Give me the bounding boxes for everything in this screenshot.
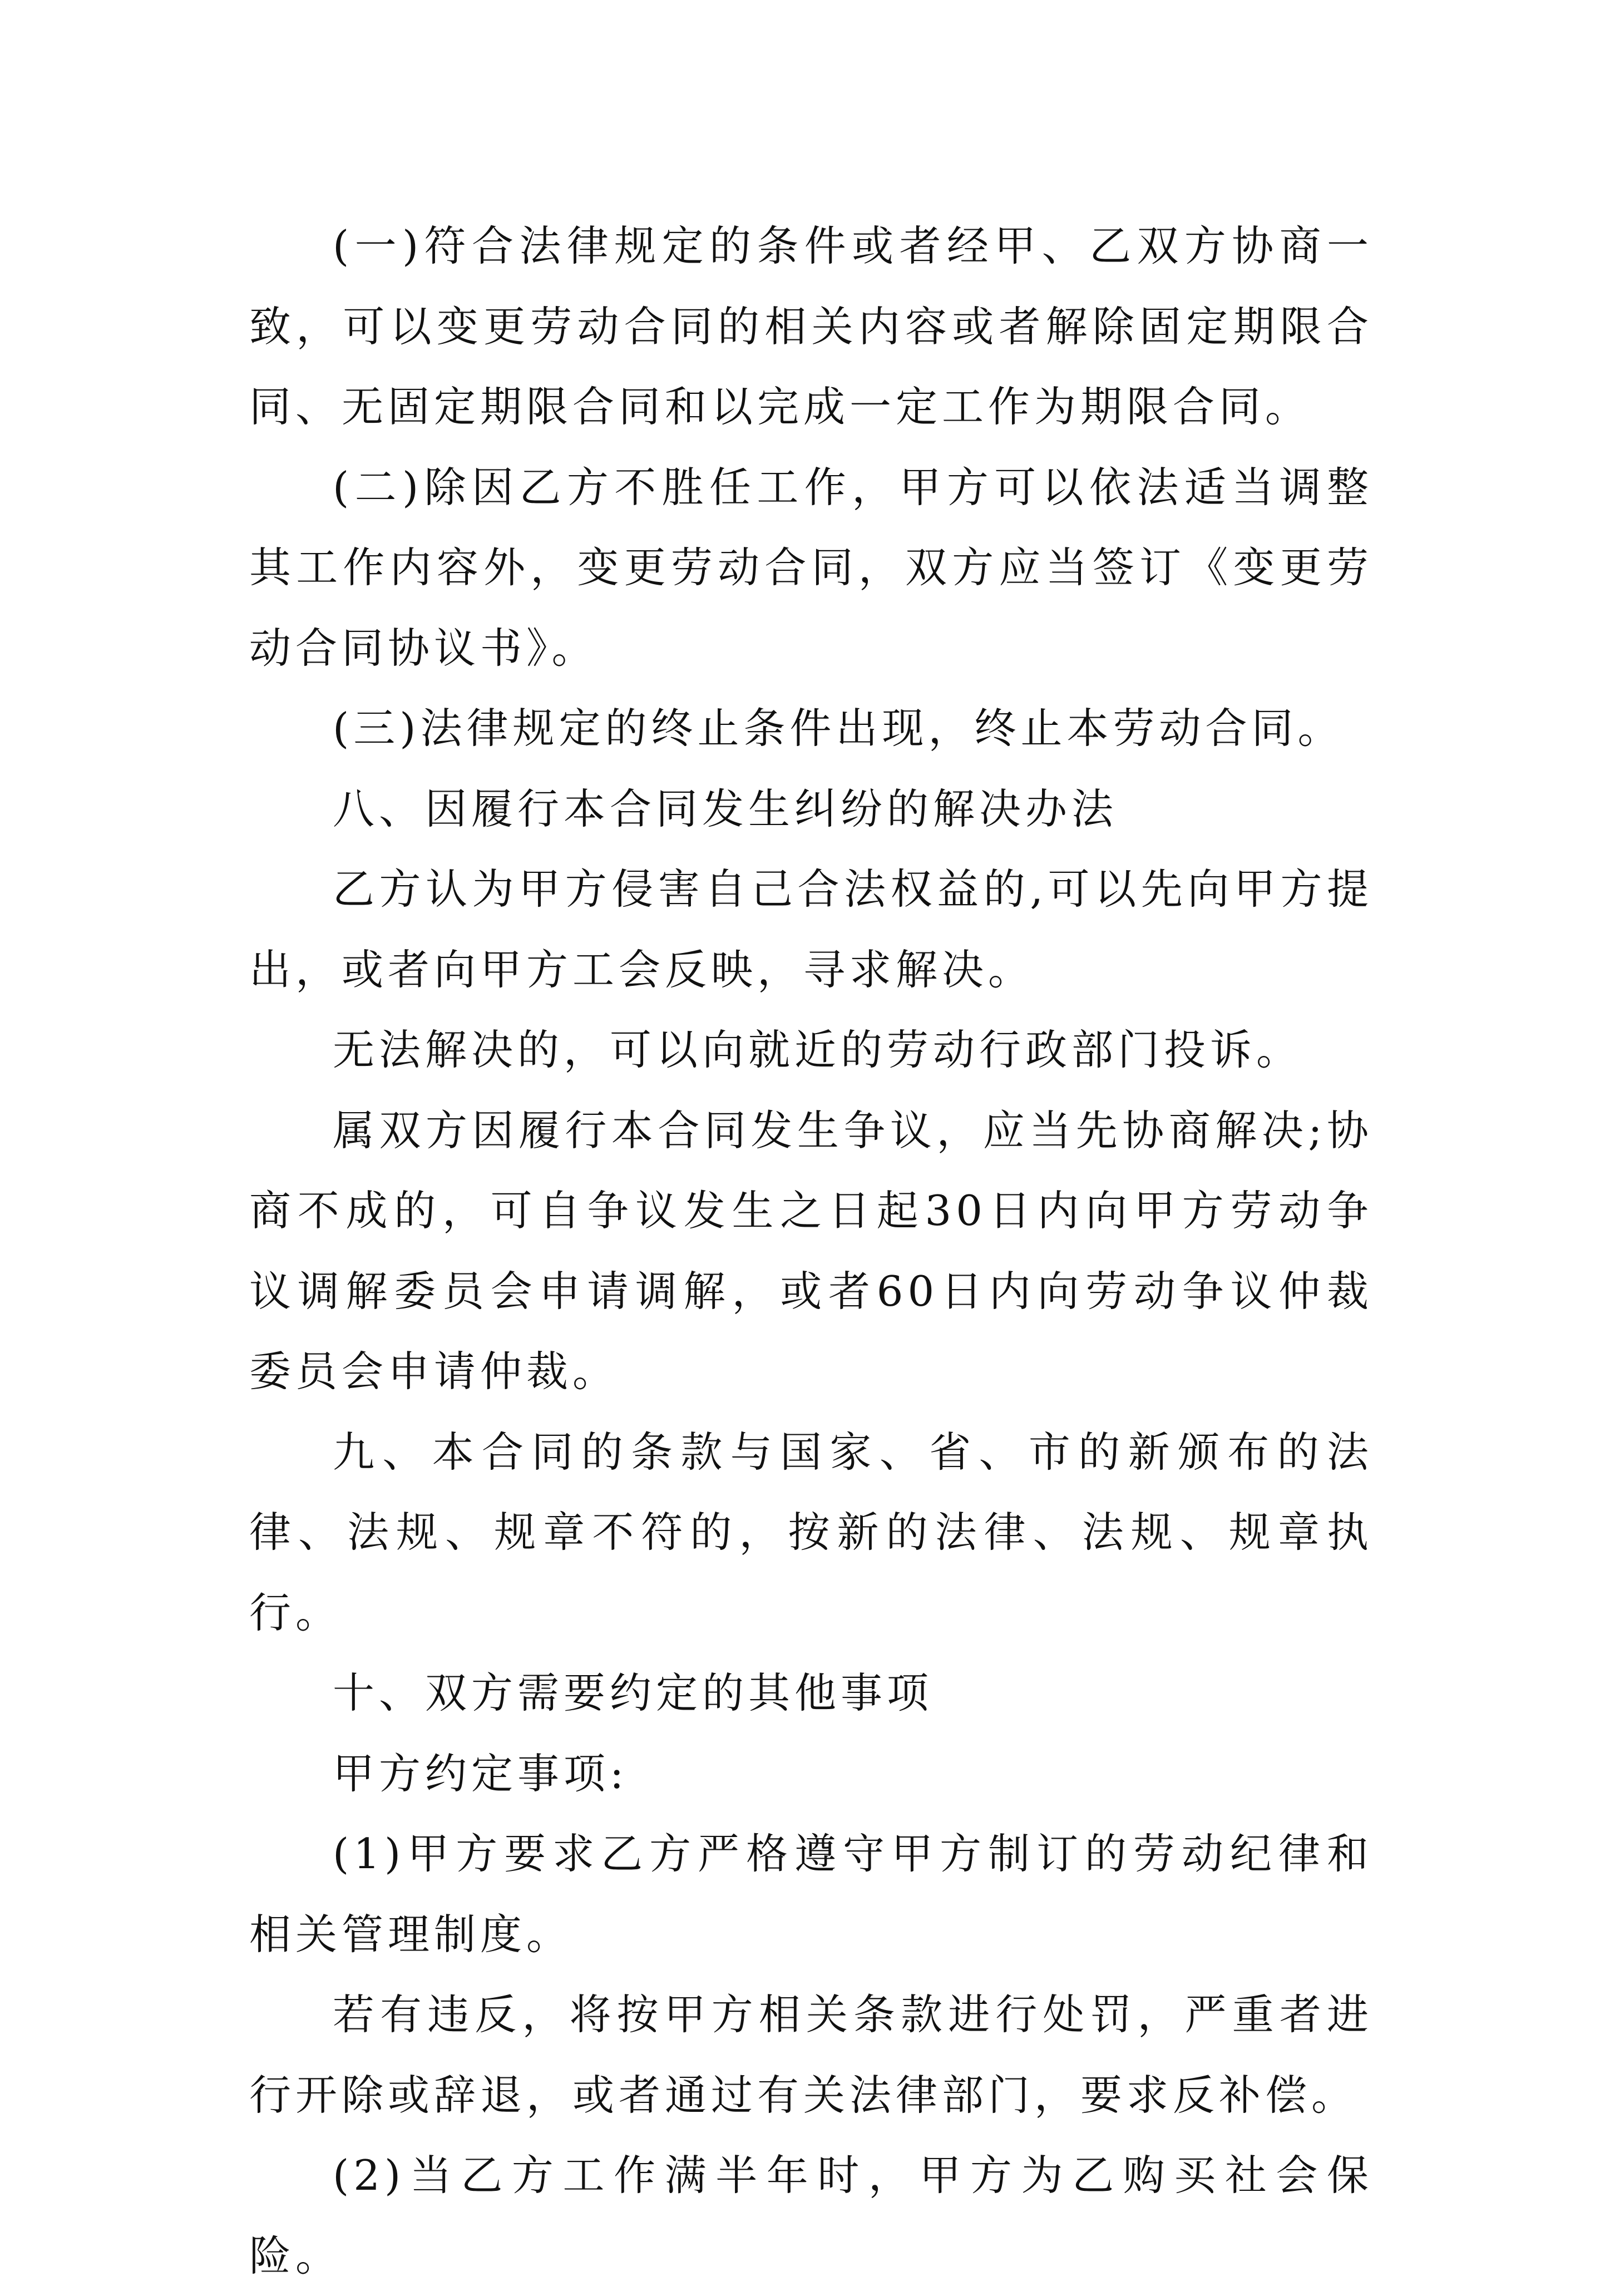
term-1: (1)甲方要求乙方严格遵守甲方制订的劳动纪律和相关管理制度。 xyxy=(249,1829,1373,1959)
document-body xyxy=(249,206,1373,2296)
paragraph-dispute-3: 属双方因履行本合同发生争议，应当先协商解决;协商不成的，可自争议发生之日起30日内向甲方劳动争议调解委员会申请调解，或者60日内向劳动争议仲裁委员会申请仲裁。 xyxy=(249,1105,1373,1396)
term-1-penalty: 若有违反，将按甲方相关条款进行处罚，严重者进行开除或辞退，或者通过有关法律部门，要求反补偿。 xyxy=(249,1990,1373,2120)
paragraph-clause-3: (三)法律规定的终止条件出现，终止本劳动合同。 xyxy=(333,704,1344,753)
paragraph-dispute-2: 无法解决的，可以向就近的劳动行政部门投诉。 xyxy=(333,1025,1303,1074)
paragraph-clause-1: (一)符合法律规定的条件或者经甲、乙双方协商一致，可以变更劳动合同的相关内容或者解除固定期限合同、无固定期限合同和以完成一定工作为期限合同。 xyxy=(249,221,1373,431)
party-a-terms-label: 甲方约定事项: xyxy=(333,1749,629,1798)
section-heading-8: 八、因履行本合同发生纠纷的解决办法 xyxy=(333,784,1118,833)
section-heading-10: 十、双方需要约定的其他事项 xyxy=(333,1668,934,1717)
term-2: (2)当乙方工作满半年时，甲方为乙购买社会保险。 xyxy=(249,2151,1373,2280)
paragraph-clause-2: (二)除因乙方不胜任工作，甲方可以依法适当调整其工作内容外，变更劳动合同，双方应当签订《变更劳动合同协议书》。 xyxy=(249,462,1373,673)
section-9: 九、本合同的条款与国家、省、市的新颁布的法律、法规、规章不符的，按新的法律、法规、规章执行。 xyxy=(249,1427,1373,1637)
paragraph-dispute-1: 乙方认为甲方侵害自己合法权益的,可以先向甲方提出，或者向甲方工会反映，寻求解决。 xyxy=(249,865,1373,994)
